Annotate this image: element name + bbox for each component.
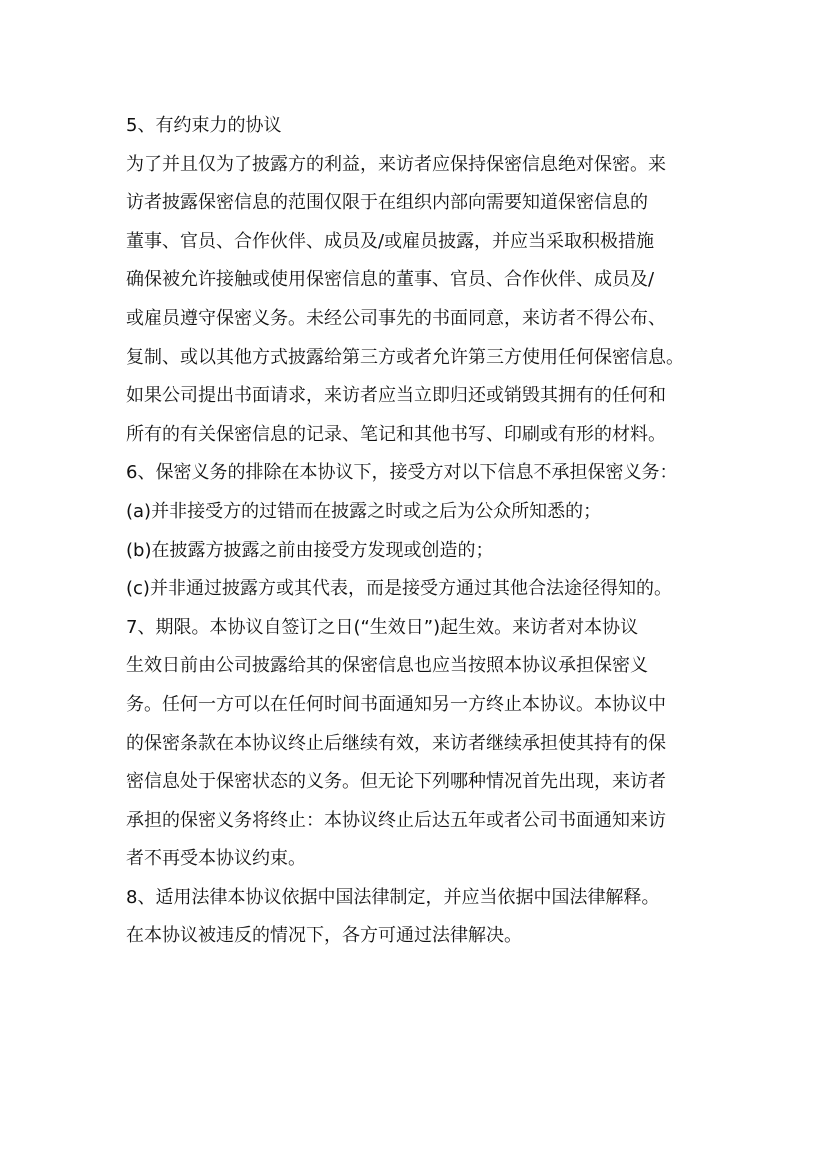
section-heading: 6、保密义务的排除在本协议下，接受方对以下信息不承担保密义务： <box>126 462 678 484</box>
list-item: (a)并非接受方的过错而在披露之时或之后为公众所知悉的； <box>126 500 602 522</box>
document-body <box>126 107 711 956</box>
text-line: 的保密条款在本协议终止后继续有效，来访者继续承担使其持有的保 <box>126 732 666 754</box>
section-heading: 5、有约束力的协议 <box>126 115 282 136</box>
section-heading: 8、适用法律本协议依据中国法律制定，并应当依据中国法律解释。 <box>126 886 660 908</box>
section-heading: 7、期限。本协议自签订之日(“生效日”)起生效。来访者对本协议 <box>126 616 639 638</box>
text-line: 承担的保密义务将终止：本协议终止后达五年或者公司书面通知来访 <box>126 809 666 831</box>
text-line: 务。任何一方可以在任何时间书面通知另一方终止本协议。本协议中 <box>126 693 666 715</box>
text-line: 复制、或以其他方式披露给第三方或者允许第三方使用任何保密信息。 <box>126 346 684 368</box>
text-line: 如果公司提出书面请求，来访者应当立即归还或销毁其拥有的任何和 <box>126 385 666 407</box>
text-line: 确保被允许接触或使用保密信息的董事、官员、合作伙伴、成员及/ <box>126 269 655 291</box>
text-line: 或雇员遵守保密义务。未经公司事先的书面同意，来访者不得公布、 <box>126 307 666 329</box>
text-line: 访者披露保密信息的范围仅限于在组织内部向需要知道保密信息的 <box>126 192 648 214</box>
list-item: (b)在披露方披露之前由接受方发现或创造的； <box>126 539 494 561</box>
text-line: 生效日前由公司披露给其的保密信息也应当按照本协议承担保密义 <box>126 655 648 677</box>
text-line: 在本协议被违反的情况下，各方可通过法律解决。 <box>126 925 522 947</box>
text-line: 者不再受本协议约束。 <box>126 848 306 870</box>
text-line: 董事、官员、合作伙伴、成员及/或雇员披露，并应当采取积极措施 <box>126 230 655 252</box>
text-line: 为了并且仅为了披露方的利益，来访者应保持保密信息绝对保密。来 <box>126 153 666 175</box>
text-line: 所有的有关保密信息的记录、笔记和其他书写、印刷或有形的材料。 <box>126 423 666 445</box>
text-line: 密信息处于保密状态的义务。但无论下列哪种情况首先出现，来访者 <box>126 771 666 793</box>
list-item: (c)并非通过披露方或其代表，而是接受方通过其他合法途径得知的。 <box>126 578 672 600</box>
